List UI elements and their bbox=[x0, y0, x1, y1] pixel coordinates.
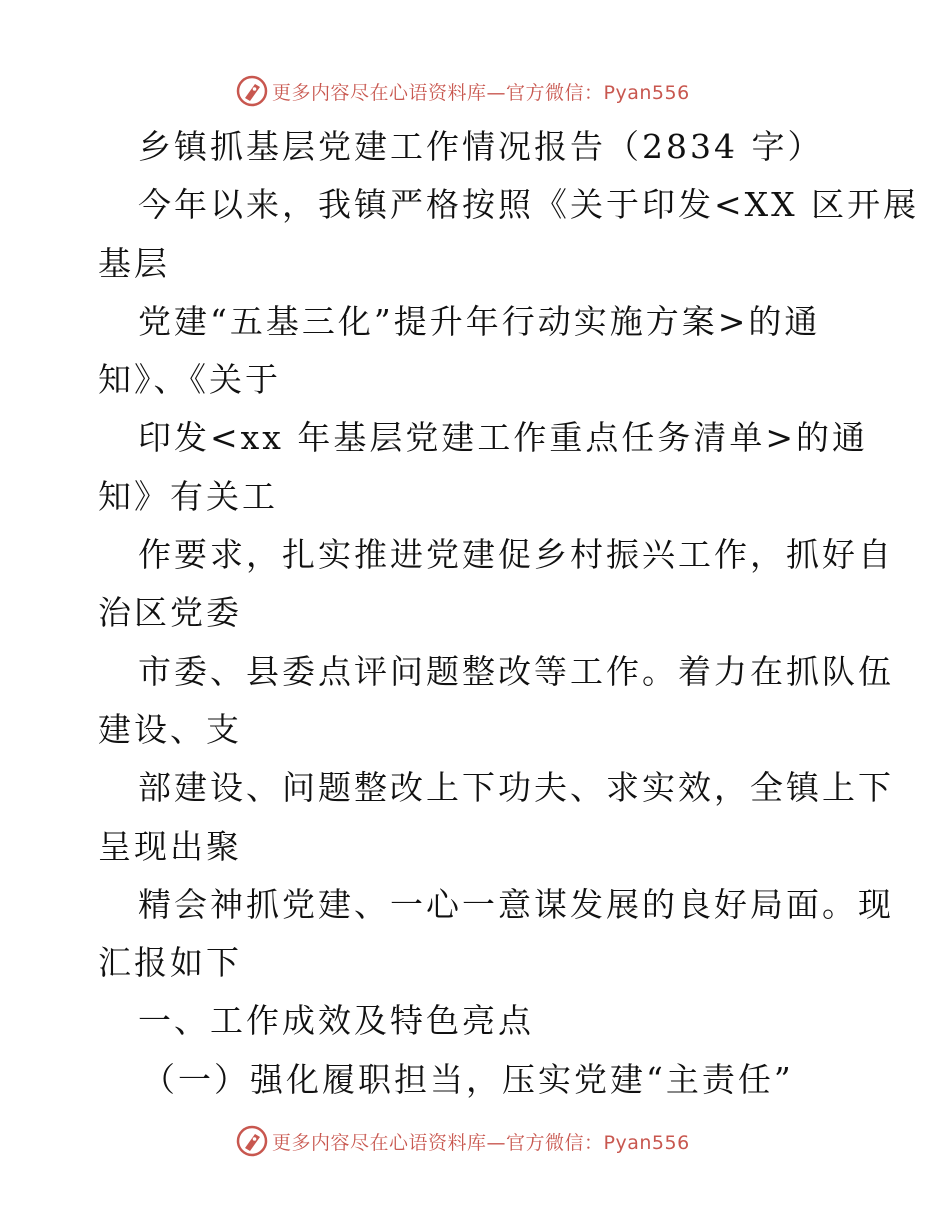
document-title: 乡镇抓基层党建工作情况报告（2834 字） bbox=[138, 127, 824, 166]
pen-nib-icon bbox=[236, 75, 268, 107]
paragraph-line: 印发<xx 年基层党建工作重点任务清单>的通 bbox=[138, 418, 869, 458]
paragraph-line: 党建“五基三化”提升年行动实施方案>的通 bbox=[138, 301, 821, 341]
paragraph-line: 市委、县委点评问题整改等工作。着力在抓队伍 bbox=[138, 651, 894, 691]
paragraph-line: 部建设、问题整改上下功夫、求实效，全镇上下 bbox=[138, 768, 894, 808]
paragraph-line: 呈现出聚 bbox=[98, 826, 242, 866]
header-watermark bbox=[236, 74, 690, 108]
subsection-heading: （一）强化履职担当，压实党建“主责任” bbox=[142, 1059, 794, 1099]
watermark-text: 更多内容尽在心语资料库—官方微信：Pyan556 bbox=[272, 1131, 690, 1154]
paragraph-line: 汇报如下 bbox=[98, 943, 242, 983]
paragraph-line: 建设、支 bbox=[98, 709, 242, 749]
paragraph-line: 知》有关工 bbox=[98, 476, 278, 516]
paragraph-line: 精会神抓党建、一心一意谋发展的良好局面。现 bbox=[138, 884, 894, 924]
footer-watermark bbox=[236, 1124, 690, 1158]
paragraph-line: 知》、《关于 bbox=[98, 360, 281, 400]
pen-nib-icon bbox=[236, 1125, 268, 1157]
section-heading: 一、工作成效及特色亮点 bbox=[138, 1001, 534, 1041]
paragraph-line: 基层 bbox=[98, 243, 170, 283]
paragraph-line: 作要求，扎实推进党建促乡村振兴工作，抓好自 bbox=[138, 535, 894, 575]
document-body bbox=[98, 118, 920, 1109]
watermark-text: 更多内容尽在心语资料库—官方微信：Pyan556 bbox=[272, 81, 690, 104]
paragraph-line: 今年以来，我镇严格按照《关于印发<XX 区开展 bbox=[138, 185, 920, 225]
paragraph-line: 治区党委 bbox=[98, 593, 242, 633]
